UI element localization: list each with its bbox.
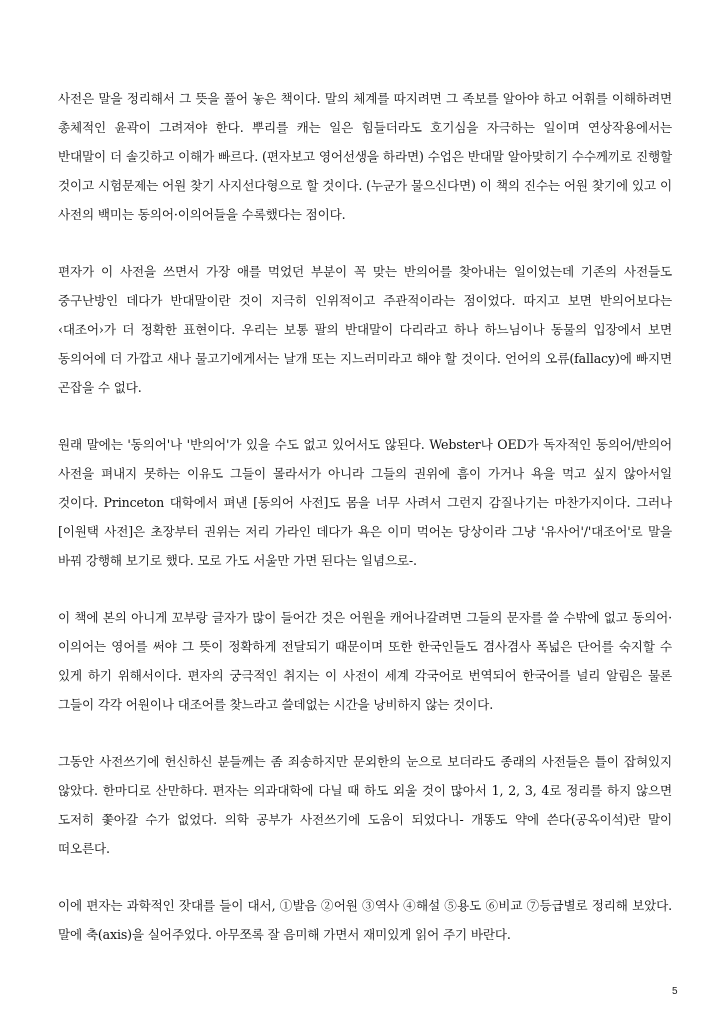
- paragraph-synonym-antonym-authority: 원래 말에는 '동의어'나 '반의어'가 있을 수도 없고 있어서도 않된다. Webster나 OED가 독자적인 동의어/반의어 사전을 펴내지 못하는 이유도 그들이 몰라서가 아니라 그들의 권위에 흠이 가거나 욕을 먹고 싶지 않아서일 것이다. Princeton 대학에서 펴낸 [동의어 사전]도 몸을 너무 사려서 그런지 감질나기는 마찬가지이다. 그러나 [이원택 사전]은 초장부터 권위는 저리 가라인 데다가 욕은 이미 먹어논 당상이라 그냥 '유사어'/'대조어'로 말을 바꿔 강행해 보기로 했다. 모로 가도 서울만 가면 된다는 일념으로-.: [58, 437, 672, 568]
- page-body: [58, 84, 672, 977]
- paragraph-foreign-script-purpose: 이 책에 본의 아니게 꼬부랑 글자가 많이 들어간 것은 어원을 캐어나갈려면 그들의 문자를 쓸 수밖에 없고 동의어·이의어는 영어를 써야 그 뜻이 정확하게 전달되기 때문이며 또한 한국인들도 겸사겸사 폭넓은 단어를 숙지할 수 있게 하기 위해서이다. 편자의 궁극적인 취지는 이 사전이 세계 각국어로 번역되어 한국어를 널리 알림은 물론 그들이 각각 어원이나 대조어를 찾느라고 쓸데없는 시간을 낭비하지 않는 것이다.: [58, 610, 672, 712]
- paragraph-scientific-criteria: 이에 편자는 과학적인 잣대를 들이 대서, ①발음 ②어원 ③역사 ④해설 ⑤용도 ⑥비교 ⑦등급별로 정리해 보았다. 말에 축(axis)을 실어주었다. 아무쪼록 잘 음미해 가면서 재미있게 읽어 주기 바란다.: [58, 898, 672, 942]
- page-number: 5: [672, 986, 678, 997]
- paragraph-dictionary-definition: 사전은 말을 정리해서 그 뜻을 풀어 놓은 책이다. 말의 체계를 따지려면 그 족보를 알아야 하고 어휘를 이해하려면 총체적인 윤곽이 그려져야 한다. 뿌리를 캐는 일은 힘들더라도 호기심을 자극하는 일이며 연상작용에서는 반대말이 더 솔깃하고 이해가 빠르다. (편자보고 영어선생을 하라면) 수업은 반대말 알아맞히기 수수께끼로 진행할 것이고 시험문제는 어원 찾기 사지선다형으로 할 것이다. (누군가 물으신다면) 이 책의 진수는 어원 찾기에 있고 이 사전의 백미는 동의어·이의어들을 수록했다는 점이다.: [58, 91, 672, 222]
- paragraph-organization-method: 그동안 사전쓰기에 헌신하신 분들께는 좀 죄송하지만 문외한의 눈으로 보더라도 종래의 사전들은 틀이 잡혀있지 않았다. 한마디로 산만하다. 편자는 의과대학에 다닐 때 하도 외울 것이 많아서 1, 2, 3, 4로 정리를 하지 않으면 도저히 쫓아갈 수가 없었다. 의학 공부가 사전쓰기에 도움이 되었다니- 개똥도 약에 쓴다(공옥이석)란 말이 떠오른다.: [58, 754, 672, 856]
- paragraph-antonym-difficulty: 편자가 이 사전을 쓰면서 가장 애를 먹었던 부분이 꼭 맞는 반의어를 찾아내는 일이었는데 기존의 사전들도 중구난방인 데다가 반대말이란 것이 지극히 인위적이고 주관적이라는 점이었다. 따지고 보면 반의어보다는 ‹대조어›가 더 정확한 표현이다. 우리는 보통 팔의 반대말이 다리라고 하나 하느님이나 동물의 입장에서 보면 동의어에 더 가깝고 새나 물고기에게서는 날개 또는 지느러미라고 해야 할 것이다. 언어의 오류(fallacy)에 빠지면 곤잡을 수 없다.: [58, 264, 672, 395]
